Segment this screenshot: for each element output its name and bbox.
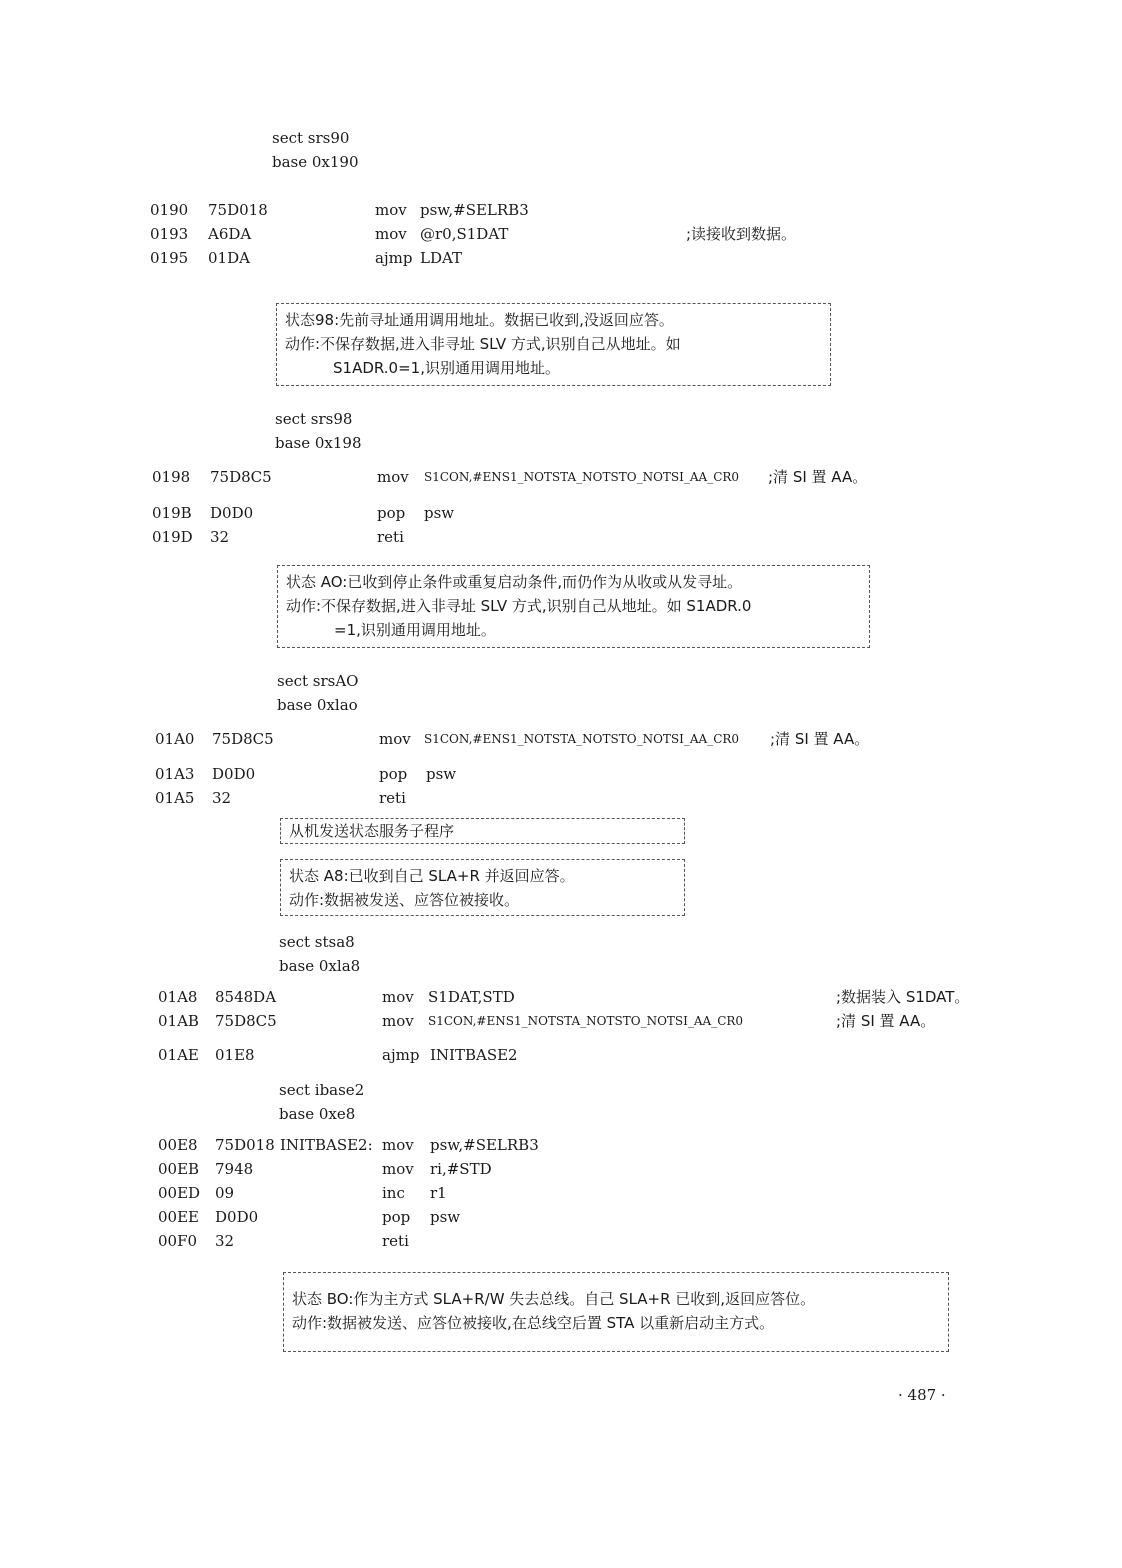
base-directive: base 0xe8 xyxy=(279,1105,356,1123)
address: 0193 xyxy=(150,225,189,243)
address: 01A3 xyxy=(155,765,195,783)
state-note-box xyxy=(280,859,685,916)
section-heading-box xyxy=(280,818,685,844)
state-note-box xyxy=(276,303,831,386)
opcode: reti xyxy=(377,528,404,546)
operands: S1CON,#ENS1_NOTSTA_NOTSTO_NOTSI_AA_CR0 xyxy=(424,732,740,746)
note-line: 状态 AO:已收到停止条件或重复启动条件,而仍作为从收或从发寻址。 xyxy=(286,573,743,591)
page-number: · 487 · xyxy=(898,1386,946,1404)
hex-bytes: 32 xyxy=(210,528,230,546)
sect-directive: sect srs98 xyxy=(275,410,353,428)
opcode: reti xyxy=(382,1232,409,1250)
address: 01A8 xyxy=(158,988,198,1006)
address: 019D xyxy=(152,528,193,546)
address: 0190 xyxy=(150,201,189,219)
hex-bytes: D0D0 xyxy=(215,1208,259,1226)
hex-bytes: 75D8C5 xyxy=(210,468,272,486)
opcode: reti xyxy=(379,789,406,807)
section-heading: 从机发送状态服务子程序 xyxy=(289,822,455,840)
opcode: ajmp xyxy=(375,249,413,267)
note-line: S1ADR.0=1,识别通用调用地址。 xyxy=(333,359,560,377)
opcode: mov xyxy=(379,730,411,748)
hex-bytes: 75D8C5 xyxy=(215,1012,277,1030)
hex-bytes: 7948 xyxy=(215,1160,254,1178)
opcode: mov xyxy=(382,1136,414,1154)
base-directive: base 0xla8 xyxy=(279,957,361,975)
note-line: 动作:数据被发送、应答位被接收。 xyxy=(289,891,520,909)
address: 0198 xyxy=(152,468,191,486)
note-line: 动作:不保存数据,进入非寻址 SLV 方式,识别自己从地址。如 xyxy=(285,335,681,353)
sect-directive: sect ibase2 xyxy=(279,1081,365,1099)
comment: ;数据装入 S1DAT。 xyxy=(836,988,970,1006)
hex-bytes: 75D018 xyxy=(215,1136,275,1154)
base-directive: base 0x198 xyxy=(275,434,362,452)
address: 00ED xyxy=(158,1184,201,1202)
hex-bytes: A6DA xyxy=(208,225,252,243)
operands: psw xyxy=(430,1208,461,1226)
comment: ;清 SI 置 AA。 xyxy=(836,1012,936,1030)
note-line: 状态98:先前寻址通用调用地址。数据已收到,没返回应答。 xyxy=(285,311,674,329)
opcode: pop xyxy=(382,1208,411,1226)
state-note-box xyxy=(283,1272,949,1352)
comment: ;读接收到数据。 xyxy=(686,225,797,243)
opcode: mov xyxy=(382,988,414,1006)
address: 0195 xyxy=(150,249,189,267)
operands: S1CON,#ENS1_NOTSTA_NOTSTO_NOTSI_AA_CR0 xyxy=(424,470,740,484)
sect-directive: sect srsAO xyxy=(277,672,359,690)
address: 00EE xyxy=(158,1208,199,1226)
operands: @r0,S1DAT xyxy=(420,225,509,243)
operands: psw xyxy=(424,504,455,522)
opcode: mov xyxy=(377,468,409,486)
note-line: 状态 A8:已收到自己 SLA+R 并返回应答。 xyxy=(289,867,575,885)
hex-bytes: 09 xyxy=(215,1184,235,1202)
operands: ri,#STD xyxy=(430,1160,492,1178)
hex-bytes: D0D0 xyxy=(212,765,256,783)
operands: LDAT xyxy=(420,249,463,267)
opcode: pop xyxy=(377,504,406,522)
address: 00EB xyxy=(158,1160,200,1178)
opcode: mov xyxy=(375,225,407,243)
opcode: mov xyxy=(382,1160,414,1178)
opcode: mov xyxy=(375,201,407,219)
operands: S1CON,#ENS1_NOTSTA_NOTSTO_NOTSI_AA_CR0 xyxy=(428,1014,744,1028)
operands: psw,#SELRB3 xyxy=(420,201,529,219)
hex-bytes: 32 xyxy=(215,1232,235,1250)
opcode: mov xyxy=(382,1012,414,1030)
operands: S1DAT,STD xyxy=(428,988,515,1006)
note-line: 动作:不保存数据,进入非寻址 SLV 方式,识别自己从地址。如 S1ADR.0 xyxy=(286,597,752,615)
base-directive: base 0xlao xyxy=(277,696,358,714)
sect-directive: sect stsa8 xyxy=(279,933,355,951)
note-line: 动作:数据被发送、应答位被接收,在总线空后置 STA 以重新启动主方式。 xyxy=(292,1314,775,1332)
operands: INITBASE2 xyxy=(430,1046,518,1064)
hex-bytes: 8548DA xyxy=(215,988,277,1006)
opcode: ajmp xyxy=(382,1046,420,1064)
address: 00F0 xyxy=(158,1232,198,1250)
address: 01A5 xyxy=(155,789,195,807)
address: 00E8 xyxy=(158,1136,198,1154)
address: 019B xyxy=(152,504,192,522)
opcode: inc xyxy=(382,1184,405,1202)
note-line: =1,识别通用调用地址。 xyxy=(334,621,496,639)
hex-bytes: 01E8 xyxy=(215,1046,255,1064)
operands: r1 xyxy=(430,1184,447,1202)
operands: psw xyxy=(426,765,457,783)
hex-bytes: 75D018 xyxy=(208,201,268,219)
address: 01AE xyxy=(158,1046,199,1064)
state-note-box xyxy=(277,565,870,648)
sect-directive: sect srs90 xyxy=(272,129,350,147)
opcode: pop xyxy=(379,765,408,783)
address: 01A0 xyxy=(155,730,195,748)
code-label: INITBASE2: xyxy=(280,1136,373,1154)
comment: ;清 SI 置 AA。 xyxy=(770,730,870,748)
comment: ;清 SI 置 AA。 xyxy=(768,468,868,486)
hex-bytes: 32 xyxy=(212,789,232,807)
hex-bytes: 01DA xyxy=(208,249,250,267)
base-directive: base 0x190 xyxy=(272,153,359,171)
operands: psw,#SELRB3 xyxy=(430,1136,539,1154)
hex-bytes: D0D0 xyxy=(210,504,254,522)
address: 01AB xyxy=(158,1012,199,1030)
hex-bytes: 75D8C5 xyxy=(212,730,274,748)
note-line: 状态 BO:作为主方式 SLA+R/W 失去总线。自己 SLA+R 已收到,返回应答位。 xyxy=(292,1290,816,1308)
